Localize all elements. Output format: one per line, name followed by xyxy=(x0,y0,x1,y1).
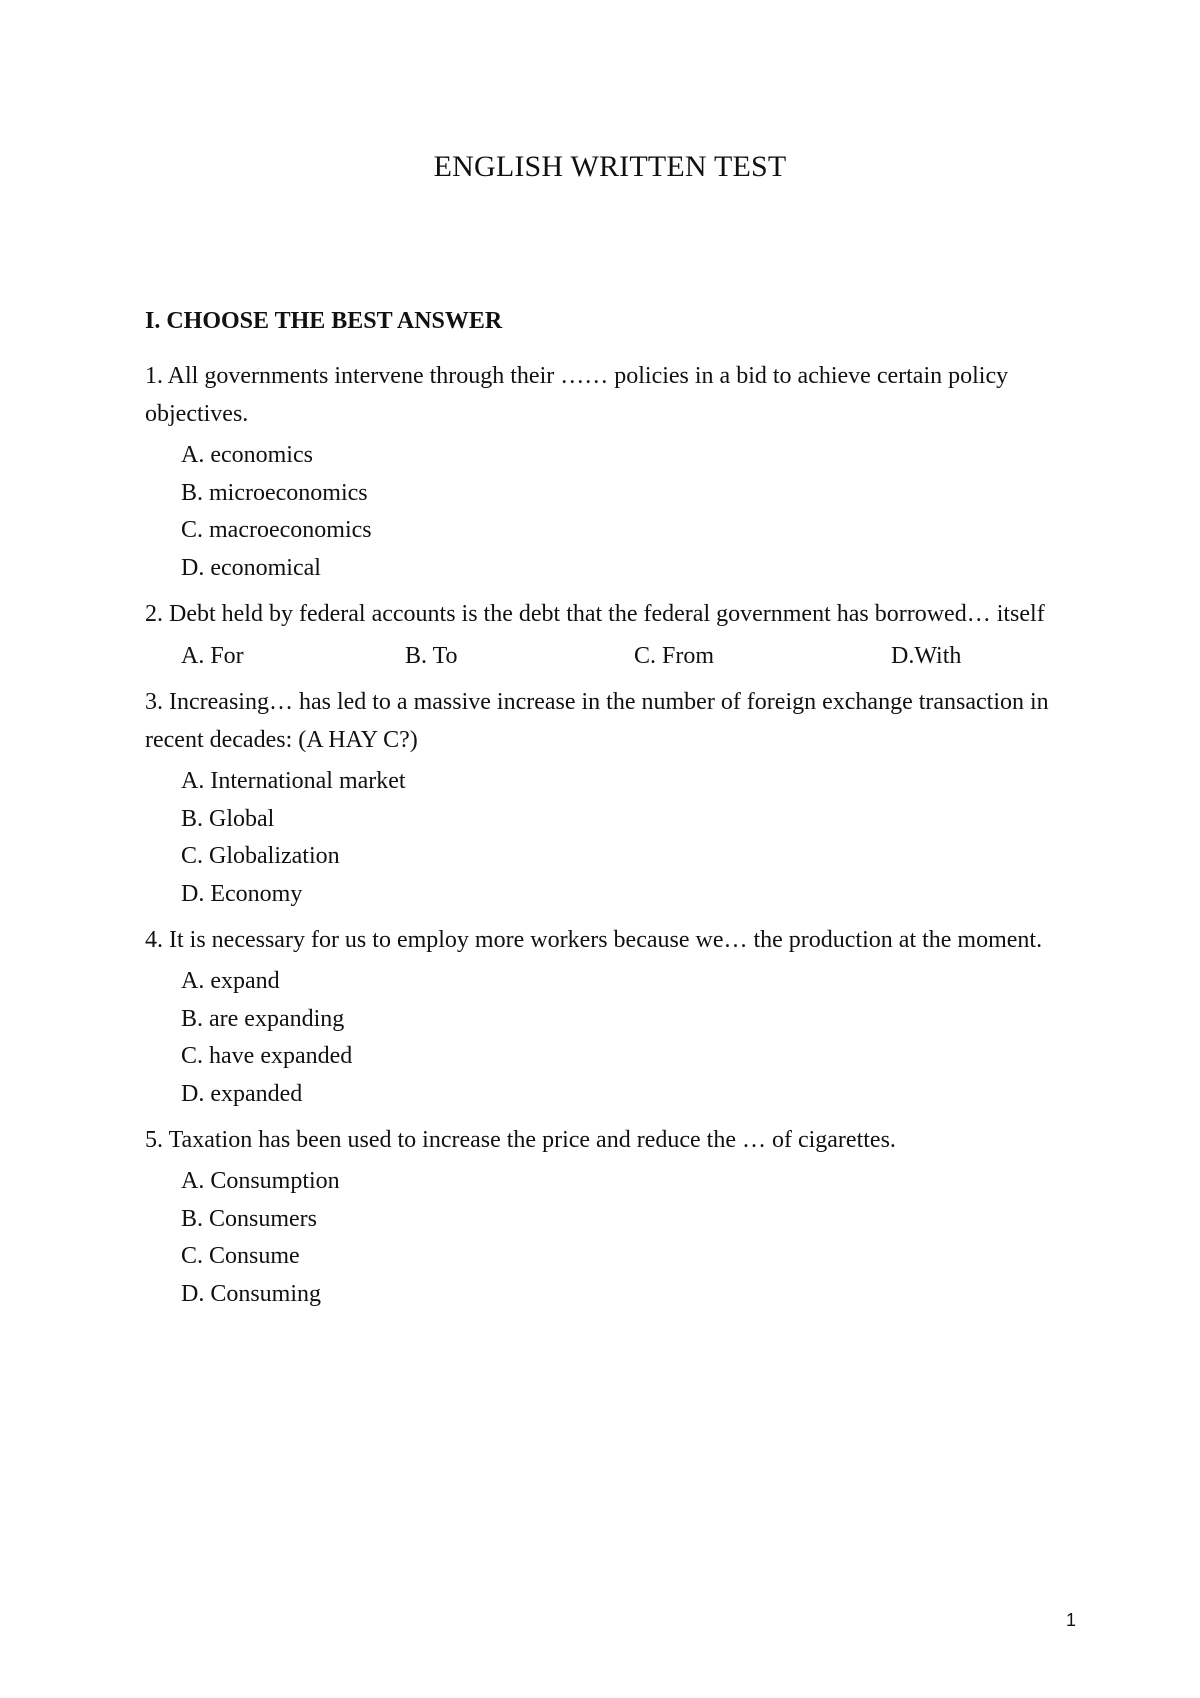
answer-options xyxy=(181,963,1065,1113)
question-text: 4. It is necessary for us to employ more workers because we… the production at the moment. xyxy=(145,927,1043,953)
option-b: B. are expanding xyxy=(181,1005,345,1032)
answer-options xyxy=(181,437,1065,587)
option-c: C. Globalization xyxy=(181,843,340,869)
option-d: D. Consuming xyxy=(181,1280,322,1307)
option-b: B. microeconomics xyxy=(181,479,368,506)
option-d: D. economical xyxy=(181,554,321,581)
option-c: C. Consume xyxy=(181,1243,300,1269)
option-d: D.With xyxy=(891,643,962,669)
option-d: D. Economy xyxy=(181,880,303,907)
option-c: C. macroeconomics xyxy=(181,517,372,543)
question-3 xyxy=(145,683,1065,913)
option-a: A. International market xyxy=(181,768,406,794)
question-4 xyxy=(145,921,1065,1113)
question-text: 2. Debt held by federal accounts is the debt that the federal government has borrowed… itself xyxy=(145,601,1045,627)
answer-options xyxy=(181,1163,1065,1313)
document-title: ENGLISH WRITTEN TEST xyxy=(433,150,787,183)
question-text: 1. All governments intervene through their …… policies in a bid to achieve certain policy objectives. xyxy=(145,363,1009,427)
option-b: B. Consumers xyxy=(181,1205,318,1232)
option-a: A. economics xyxy=(181,442,313,468)
option-c: C. From xyxy=(634,643,715,669)
question-text: 5. Taxation has been used to increase the price and reduce the … of cigarettes. xyxy=(145,1127,896,1153)
answer-options xyxy=(181,763,1065,913)
question-list xyxy=(145,357,1065,1313)
question-text: 3. Increasing… has led to a massive increase in the number of foreign exchange transaction in recent decades: (A HAY C?) xyxy=(145,689,1049,753)
answer-options xyxy=(181,637,1065,675)
question-5 xyxy=(145,1121,1065,1313)
option-d: D. expanded xyxy=(181,1080,303,1107)
option-a: A. Consumption xyxy=(181,1168,340,1194)
option-a: A. expand xyxy=(181,968,280,994)
option-b: B. Global xyxy=(181,805,275,832)
option-c: C. have expanded xyxy=(181,1043,353,1069)
section-heading: I. CHOOSE THE BEST ANSWER xyxy=(145,308,503,334)
page-number: 1 xyxy=(1066,1610,1077,1630)
question-2 xyxy=(145,595,1065,675)
question-1 xyxy=(145,357,1065,587)
option-b: B. To xyxy=(405,643,458,669)
option-a: A. For xyxy=(181,643,244,669)
